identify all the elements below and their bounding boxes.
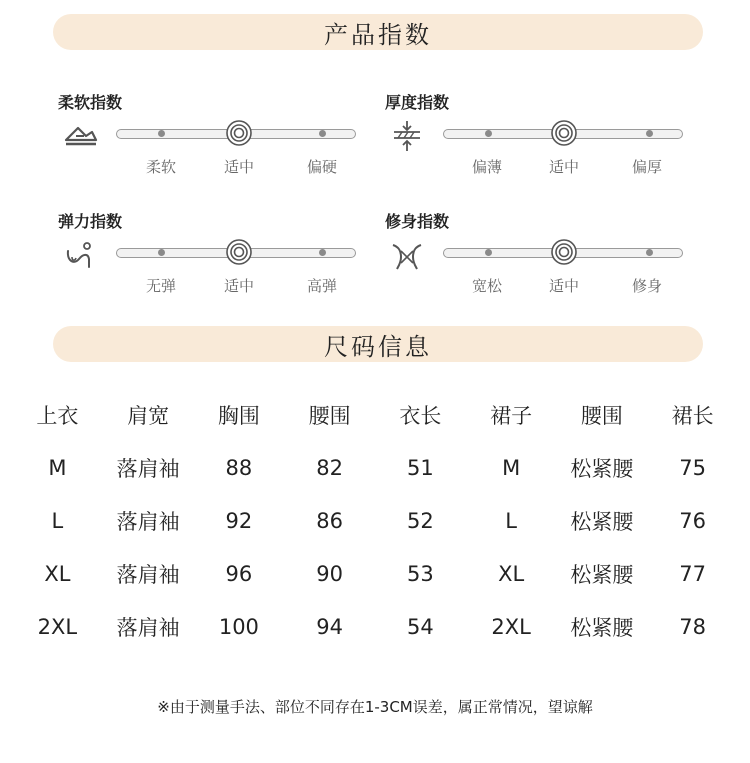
slider-dot-left	[158, 249, 165, 256]
fit-icon	[389, 237, 425, 273]
table-cell: 86	[316, 508, 343, 533]
table-row	[12, 600, 738, 653]
metric-title: 柔软指数	[58, 93, 123, 112]
size-table	[12, 388, 738, 653]
table-cell: 落肩袖	[116, 456, 180, 481]
slider-dot-right	[646, 130, 653, 137]
table-row	[12, 547, 738, 600]
table-cell: 松紧腰	[570, 509, 634, 534]
table-cell: 落肩袖	[116, 509, 180, 534]
scale-label-low: 柔软	[145, 158, 177, 176]
scale-label-low: 无弹	[145, 277, 177, 295]
column-header: 肩宽	[127, 403, 170, 428]
table-cell: 52	[407, 508, 434, 533]
thickness-icon	[389, 118, 425, 154]
table-cell: 松紧腰	[570, 615, 634, 640]
table-row	[12, 441, 738, 494]
table-cell: 100	[218, 614, 259, 639]
table-cell: L	[51, 508, 64, 533]
softness-icon	[62, 118, 98, 154]
column-header: 衣长	[399, 403, 442, 428]
metric-title: 弹力指数	[58, 212, 123, 231]
scale-label-mid: 适中	[223, 158, 255, 176]
section-title: 尺码信息	[324, 332, 432, 361]
table-cell: L	[505, 508, 517, 533]
column-header: 腰围	[580, 403, 623, 428]
slider-knob	[551, 120, 577, 146]
table-cell: 51	[407, 455, 434, 480]
scale-label-mid: 适中	[223, 277, 255, 295]
table-cell: M	[48, 455, 67, 480]
metric-title: 修身指数	[385, 212, 450, 231]
thickness-metric	[385, 90, 705, 190]
slider-knob	[226, 239, 252, 265]
softness-metric	[58, 90, 378, 190]
slider-dot-left	[158, 130, 165, 137]
table-cell: 2XL	[37, 614, 78, 639]
column-header: 裙长	[671, 403, 714, 428]
scale-label-low: 宽松	[471, 277, 503, 295]
table-cell: 77	[679, 561, 706, 586]
scale-label-high: 偏厚	[631, 158, 663, 176]
section-title: 产品指数	[324, 20, 432, 49]
table-cell: 落肩袖	[116, 562, 180, 587]
product-index-banner	[53, 14, 703, 50]
table-cell: 78	[679, 614, 706, 639]
slider-dot-right	[319, 249, 326, 256]
table-cell: 90	[316, 561, 343, 586]
table-cell: XL	[498, 561, 525, 586]
measurement-note: ※由于测量手法、部位不同存在1-3CM误差，属正常情况，望谅解	[157, 698, 593, 716]
table-cell: 松紧腰	[570, 562, 634, 587]
table-cell: 82	[316, 455, 343, 480]
size-info-banner	[53, 326, 703, 362]
column-header: 上衣	[36, 403, 79, 428]
table-header-row	[12, 388, 738, 441]
elasticity-metric	[58, 209, 378, 309]
scale-label-mid: 适中	[548, 158, 580, 176]
slider-dot-left	[485, 249, 492, 256]
table-cell: XL	[44, 561, 71, 586]
slider-dot-left	[485, 130, 492, 137]
table-cell: M	[502, 455, 521, 480]
table-cell: 75	[679, 455, 706, 480]
table-cell: 94	[316, 614, 343, 639]
slider-knob	[551, 239, 577, 265]
elasticity-icon	[62, 237, 98, 273]
table-cell: 76	[679, 508, 706, 533]
table-cell: 96	[225, 561, 253, 586]
slider-dot-right	[646, 249, 653, 256]
scale-label-high: 修身	[631, 277, 663, 295]
slider-knob	[226, 120, 252, 146]
table-cell: 53	[407, 561, 434, 586]
table-cell: 92	[225, 508, 253, 533]
scale-label-high: 高弹	[306, 277, 338, 295]
scale-label-low: 偏薄	[471, 158, 503, 176]
table-cell: 2XL	[491, 614, 531, 639]
scale-label-mid: 适中	[548, 277, 580, 295]
scale-label-high: 偏硬	[306, 158, 338, 176]
table-cell: 落肩袖	[116, 615, 180, 640]
metric-title: 厚度指数	[385, 93, 450, 112]
column-header: 胸围	[217, 403, 260, 428]
table-row	[12, 494, 738, 547]
table-cell: 松紧腰	[570, 456, 634, 481]
slider-dot-right	[319, 130, 326, 137]
table-cell: 88	[225, 455, 253, 480]
column-header: 裙子	[490, 403, 533, 428]
fit-metric	[385, 209, 705, 309]
table-cell: 54	[407, 614, 434, 639]
column-header: 腰围	[308, 403, 351, 428]
